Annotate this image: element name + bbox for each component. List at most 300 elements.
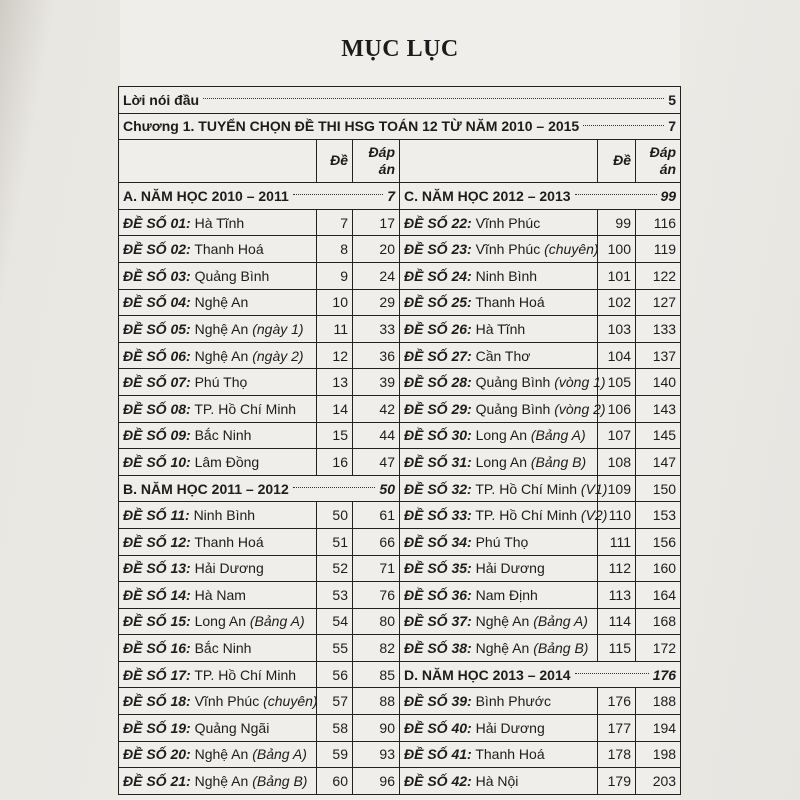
leader-dots [203, 97, 664, 99]
toc-row [119, 582, 681, 609]
intro-page: 5 [668, 91, 677, 108]
answer-page: 24 [353, 262, 400, 289]
exam-prefix: ĐỀ SỐ [123, 560, 167, 577]
exam-province: TP. Hồ Chí Minh [194, 400, 297, 417]
exam-province: Ninh Bình [193, 507, 256, 524]
exam-number: 07: [170, 374, 191, 391]
section-header-wrap [404, 189, 676, 203]
answer-page: 122 [636, 262, 681, 289]
answer-page: 143 [636, 395, 681, 422]
exam-page: 59 [317, 741, 353, 768]
exam-prefix: ĐỀ SỐ [123, 773, 167, 790]
exam-page: 16 [317, 449, 353, 476]
exam-province: Thanh Hoá [475, 746, 545, 763]
exam-number: 12: [170, 533, 191, 550]
exam-page: 106 [598, 395, 636, 422]
exam-prefix: ĐỀ SỐ [404, 533, 448, 550]
exam-province: TP. Hồ Chí Minh [475, 507, 578, 524]
exam-prefix: ĐỀ SỐ [123, 719, 167, 736]
exam-entry [400, 342, 598, 369]
exam-entry [119, 608, 317, 635]
exam-page: 14 [317, 395, 353, 422]
answer-page: 44 [353, 422, 400, 449]
answer-page: 145 [636, 422, 681, 449]
exam-number: 02: [170, 241, 191, 258]
exam-province: Thanh Hoá [475, 294, 545, 311]
exam-province: Long An [475, 427, 527, 444]
exam-prefix: ĐỀ SỐ [404, 586, 448, 603]
exam-province: Hà Tĩnh [475, 320, 526, 337]
exam-entry [119, 688, 317, 715]
exam-prefix: ĐỀ SỐ [404, 241, 448, 258]
exam-province: Long An [475, 453, 527, 470]
exam-page: 176 [598, 688, 636, 715]
exam-number: 14: [170, 586, 191, 603]
exam-note: (Bảng A) [252, 746, 307, 763]
exam-entry [400, 316, 598, 343]
exam-number: 41: [451, 746, 472, 763]
exam-entry [119, 528, 317, 555]
exam-entry [119, 449, 317, 476]
answer-page: 137 [636, 342, 681, 369]
exam-entry [119, 209, 317, 236]
toc-row [119, 422, 681, 449]
exam-page: 112 [598, 555, 636, 582]
exam-page: 10 [317, 289, 353, 316]
exam-number: 23: [451, 241, 472, 258]
exam-number: 19: [170, 719, 191, 736]
toc-row [119, 741, 681, 768]
exam-province: Nghệ An [194, 320, 249, 337]
exam-prefix: ĐỀ SỐ [404, 719, 448, 736]
exam-prefix: ĐỀ SỐ [123, 214, 167, 231]
toc-row [119, 236, 681, 263]
exam-province: Bắc Ninh [194, 427, 252, 444]
exam-province: TP. Hồ Chí Minh [194, 666, 297, 683]
exam-number: 01: [170, 214, 191, 231]
exam-entry [400, 608, 598, 635]
answer-page: 29 [353, 289, 400, 316]
answer-page: 164 [636, 582, 681, 609]
exam-entry [400, 236, 598, 263]
toc-row [119, 289, 681, 316]
exam-entry [400, 582, 598, 609]
exam-entry [400, 289, 598, 316]
exam-page: 177 [598, 715, 636, 742]
exam-province: Hà Tĩnh [194, 214, 245, 231]
answer-page: 96 [353, 768, 400, 795]
exam-entry [119, 316, 317, 343]
exam-number: 32: [451, 480, 472, 497]
exam-prefix: ĐỀ SỐ [404, 693, 448, 710]
section-header-wrap [123, 482, 395, 496]
exam-page: 58 [317, 715, 353, 742]
exam-number: 28: [451, 374, 472, 391]
exam-entry [119, 661, 317, 688]
exam-entry [119, 555, 317, 582]
answer-page: 17 [353, 209, 400, 236]
toc-row [119, 502, 681, 529]
exam-province: Vĩnh Phúc [475, 241, 541, 258]
exam-number: 25: [451, 294, 472, 311]
toc-row [119, 528, 681, 555]
exam-page: 56 [317, 661, 353, 688]
section-page: 50 [379, 480, 395, 497]
exam-page: 52 [317, 555, 353, 582]
exam-number: 15: [170, 613, 191, 630]
exam-prefix: ĐỀ SỐ [404, 347, 448, 364]
exam-page: 107 [598, 422, 636, 449]
exam-page: 114 [598, 608, 636, 635]
section-header-wrap [123, 189, 395, 203]
exam-number: 38: [451, 640, 472, 657]
exam-prefix: ĐỀ SỐ [404, 320, 448, 337]
leader-dots [575, 193, 657, 195]
exam-number: 08: [170, 400, 191, 417]
exam-page: 103 [598, 316, 636, 343]
answer-page: 147 [636, 449, 681, 476]
exam-note: (Bảng A) [530, 427, 586, 444]
toc-row [119, 449, 681, 476]
exam-number: 24: [451, 267, 472, 284]
exam-number: 39: [451, 693, 472, 710]
exam-page: 104 [598, 342, 636, 369]
chapter-row [119, 113, 681, 140]
exam-page: 51 [317, 528, 353, 555]
exam-entry [400, 555, 598, 582]
exam-prefix: ĐỀ SỐ [404, 427, 448, 444]
exam-entry [119, 395, 317, 422]
exam-province: Hải Dương [475, 560, 545, 577]
toc-row [119, 555, 681, 582]
exam-prefix: ĐỀ SỐ [123, 294, 167, 311]
exam-province: Hà Nam [194, 586, 246, 603]
exam-entry [400, 475, 608, 502]
exam-province: Nghệ An [475, 613, 530, 630]
exam-page: 102 [598, 289, 636, 316]
section-header-c [400, 183, 681, 210]
exam-note: (Bảng B) [530, 453, 587, 470]
exam-prefix: ĐỀ SỐ [123, 427, 167, 444]
answer-page: 39 [353, 369, 400, 396]
section-page: 99 [660, 187, 677, 204]
answer-page: 42 [353, 395, 400, 422]
toc-row [119, 608, 681, 635]
answer-page: 20 [353, 236, 400, 263]
exam-page: 115 [598, 635, 636, 662]
exam-entry [400, 768, 598, 795]
exam-province: Ninh Bình [475, 267, 538, 284]
exam-prefix: ĐỀ SỐ [123, 533, 167, 550]
exam-note: (chuyên) [263, 693, 318, 710]
answer-page: 116 [636, 209, 681, 236]
exam-prefix: ĐỀ SỐ [123, 586, 167, 603]
exam-page: 178 [598, 741, 636, 768]
exam-note: (vòng 2) [554, 400, 606, 417]
exam-entry [119, 369, 317, 396]
exam-prefix: ĐỀ SỐ [404, 480, 448, 497]
exam-page: 8 [317, 236, 353, 263]
toc-row [119, 209, 681, 236]
answer-page: 150 [636, 475, 681, 502]
exam-page: 99 [598, 209, 636, 236]
exam-province: Quảng Bình [194, 267, 270, 284]
toc-row [119, 715, 681, 742]
exam-page: 53 [317, 582, 353, 609]
answer-page: 47 [353, 449, 400, 476]
exam-entry [119, 635, 317, 662]
exam-number: 10: [170, 453, 191, 470]
toc-row [119, 661, 681, 688]
exam-number: 21: [170, 773, 191, 790]
exam-entry [400, 741, 598, 768]
exam-page: 50 [317, 502, 353, 529]
answer-page: 156 [636, 528, 681, 555]
exam-province: Phú Thọ [194, 374, 248, 391]
answer-page: 61 [353, 502, 400, 529]
exam-entry [119, 582, 317, 609]
section-header-wrap [404, 668, 676, 682]
exam-number: 18: [170, 693, 191, 710]
toc-row [119, 688, 681, 715]
exam-page: 60 [317, 768, 353, 795]
chapter-page: 7 [668, 118, 677, 135]
intro-row [119, 87, 681, 114]
exam-number: 06: [170, 347, 191, 364]
exam-prefix: ĐỀ SỐ [123, 693, 167, 710]
exam-province: Long An [194, 613, 246, 630]
exam-entry [119, 715, 317, 742]
exam-entry [119, 236, 317, 263]
answer-page: 153 [636, 502, 681, 529]
exam-number: 31: [451, 453, 472, 470]
col-header-dap-an: Đáp án [353, 140, 400, 183]
exam-number: 35: [451, 560, 472, 577]
exam-prefix: ĐỀ SỐ [123, 241, 167, 258]
section-header-a [119, 183, 400, 210]
exam-entry [400, 369, 606, 396]
exam-prefix: ĐỀ SỐ [404, 267, 448, 284]
section-page: 7 [387, 187, 395, 204]
exam-page: 105 [598, 369, 636, 396]
exam-province: Cần Thơ [475, 347, 531, 364]
answer-page: 90 [353, 715, 400, 742]
exam-province: Vĩnh Phúc [194, 693, 260, 710]
chapter-label: Chương 1. TUYỂN CHỌN ĐỀ THI HSG TOÁN 12 TỪ NĂM 2010 – 2015 [123, 118, 580, 135]
exam-number: 11: [170, 507, 190, 524]
toc-row [119, 395, 681, 422]
toc-row [119, 342, 681, 369]
col-header-de: Đề [598, 140, 636, 183]
exam-prefix: ĐỀ SỐ [123, 374, 167, 391]
exam-province: Nghệ An [194, 294, 249, 311]
exam-note: (ngày 2) [252, 347, 304, 364]
exam-note: (ngày 1) [252, 320, 304, 337]
exam-province: Quảng Bình [475, 374, 551, 391]
exam-entry [400, 209, 598, 236]
col-header-de: Đề [317, 140, 353, 183]
exam-page: 12 [317, 342, 353, 369]
exam-prefix: ĐỀ SỐ [404, 294, 448, 311]
exam-entry [119, 741, 317, 768]
section-header-b [119, 475, 400, 502]
exam-prefix: ĐỀ SỐ [404, 746, 448, 763]
exam-number: 16: [170, 640, 191, 657]
exam-entry [400, 688, 598, 715]
exam-number: 40: [451, 719, 472, 736]
exam-prefix: ĐỀ SỐ [123, 666, 167, 683]
exam-province: Hải Dương [194, 560, 264, 577]
answer-page: 33 [353, 316, 400, 343]
exam-province: Hà Nội [475, 773, 519, 790]
exam-prefix: ĐỀ SỐ [123, 613, 167, 630]
exam-entry [400, 449, 598, 476]
answer-page: 93 [353, 741, 400, 768]
exam-number: 27: [451, 347, 472, 364]
page-title: MỤC LỤC [341, 36, 459, 62]
exam-note: (chuyên) [544, 241, 599, 258]
exam-entry [400, 528, 598, 555]
toc-table [118, 86, 681, 795]
exam-entry [119, 768, 317, 795]
exam-page: 101 [598, 262, 636, 289]
exam-province: Phú Thọ [475, 533, 529, 550]
answer-page: 119 [636, 236, 681, 263]
answer-page: 127 [636, 289, 681, 316]
exam-page: 55 [317, 635, 353, 662]
exam-province: Quảng Ngãi [194, 719, 270, 736]
exam-prefix: ĐỀ SỐ [404, 400, 448, 417]
column-header-row [119, 140, 681, 183]
exam-page: 11 [317, 316, 353, 343]
exam-page: 15 [317, 422, 353, 449]
exam-number: 37: [451, 613, 472, 630]
answer-page: 168 [636, 608, 681, 635]
exam-province: Vĩnh Phúc [475, 214, 541, 231]
exam-page: 9 [317, 262, 353, 289]
exam-number: 04: [170, 294, 191, 311]
section-header-d [400, 661, 681, 688]
answer-page: 76 [353, 582, 400, 609]
exam-entry [119, 502, 317, 529]
exam-page: 113 [598, 582, 636, 609]
exam-prefix: ĐỀ SỐ [123, 640, 167, 657]
toc-row [119, 183, 681, 210]
exam-number: 34: [451, 533, 472, 550]
answer-page: 203 [636, 768, 681, 795]
exam-province: Hải Dương [475, 719, 545, 736]
toc-row [119, 369, 681, 396]
exam-page: 111 [598, 528, 636, 555]
exam-province: Bắc Ninh [194, 640, 252, 657]
exam-page: 108 [598, 449, 636, 476]
exam-number: 33: [451, 507, 472, 524]
exam-page: 109 [598, 475, 636, 502]
exam-number: 42: [451, 773, 472, 790]
answer-page: 71 [353, 555, 400, 582]
exam-page: 179 [598, 768, 636, 795]
exam-number: 13: [170, 560, 191, 577]
exam-note: (Bảng A) [249, 613, 305, 630]
exam-page: 100 [598, 236, 636, 263]
exam-prefix: ĐỀ SỐ [123, 320, 167, 337]
exam-number: 22: [451, 214, 472, 231]
exam-page: 110 [598, 502, 636, 529]
exam-prefix: ĐỀ SỐ [123, 267, 167, 284]
exam-entry [119, 289, 317, 316]
leader-dots [293, 486, 376, 488]
answer-page: 88 [353, 688, 400, 715]
exam-number: 20: [170, 746, 191, 763]
exam-note: (Bảng B) [533, 640, 589, 657]
exam-prefix: ĐỀ SỐ [404, 507, 448, 524]
exam-note: (V1) [580, 480, 608, 497]
exam-page: 54 [317, 608, 353, 635]
exam-prefix: ĐỀ SỐ [123, 400, 167, 417]
exam-number: 09: [170, 427, 191, 444]
exam-page: 57 [317, 688, 353, 715]
exam-province: Thanh Hoá [194, 533, 264, 550]
answer-page: 36 [353, 342, 400, 369]
exam-prefix: ĐỀ SỐ [123, 453, 167, 470]
exam-number: 03: [170, 267, 191, 284]
section-page: 176 [652, 666, 677, 683]
exam-entry [119, 262, 317, 289]
exam-entry [400, 422, 598, 449]
answer-page: 194 [636, 715, 681, 742]
exam-entry [400, 262, 598, 289]
exam-prefix: ĐỀ SỐ [404, 613, 448, 630]
exam-prefix: ĐỀ SỐ [123, 347, 167, 364]
answer-page: 66 [353, 528, 400, 555]
answer-page: 85 [353, 661, 400, 688]
toc-row [119, 316, 681, 343]
exam-page: 7 [317, 209, 353, 236]
answer-page: 133 [636, 316, 681, 343]
leader-dots [575, 672, 649, 674]
exam-entry [119, 422, 317, 449]
section-label: C. NĂM HỌC 2012 – 2013 [404, 187, 571, 204]
toc-row [119, 262, 681, 289]
exam-province: Quảng Bình [475, 400, 551, 417]
answer-page: 198 [636, 741, 681, 768]
exam-entry [400, 715, 598, 742]
exam-entry [400, 395, 606, 422]
answer-page: 160 [636, 555, 681, 582]
col-header-dap-an: Đáp án [636, 140, 681, 183]
exam-note: (Bảng A) [533, 613, 588, 630]
exam-note: (V2) [580, 507, 608, 524]
exam-page: 13 [317, 369, 353, 396]
exam-province: Lâm Đồng [194, 453, 260, 470]
exam-note: (vòng 1) [554, 374, 606, 391]
answer-page: 188 [636, 688, 681, 715]
exam-province: Nghệ An [475, 640, 530, 657]
exam-prefix: ĐỀ SỐ [404, 214, 448, 231]
exam-number: 05: [170, 320, 191, 337]
exam-prefix: ĐỀ SỐ [404, 640, 448, 657]
exam-entry [400, 635, 598, 662]
exam-prefix: ĐỀ SỐ [404, 453, 448, 470]
exam-province: Nghệ An [194, 347, 249, 364]
exam-number: 29: [451, 400, 472, 417]
leader-dots [583, 124, 664, 126]
leader-dots [293, 193, 383, 195]
exam-province: Bình Phước [475, 693, 551, 710]
section-label: B. NĂM HỌC 2011 – 2012 [123, 480, 289, 497]
exam-prefix: ĐỀ SỐ [123, 507, 167, 524]
answer-page: 172 [636, 635, 681, 662]
